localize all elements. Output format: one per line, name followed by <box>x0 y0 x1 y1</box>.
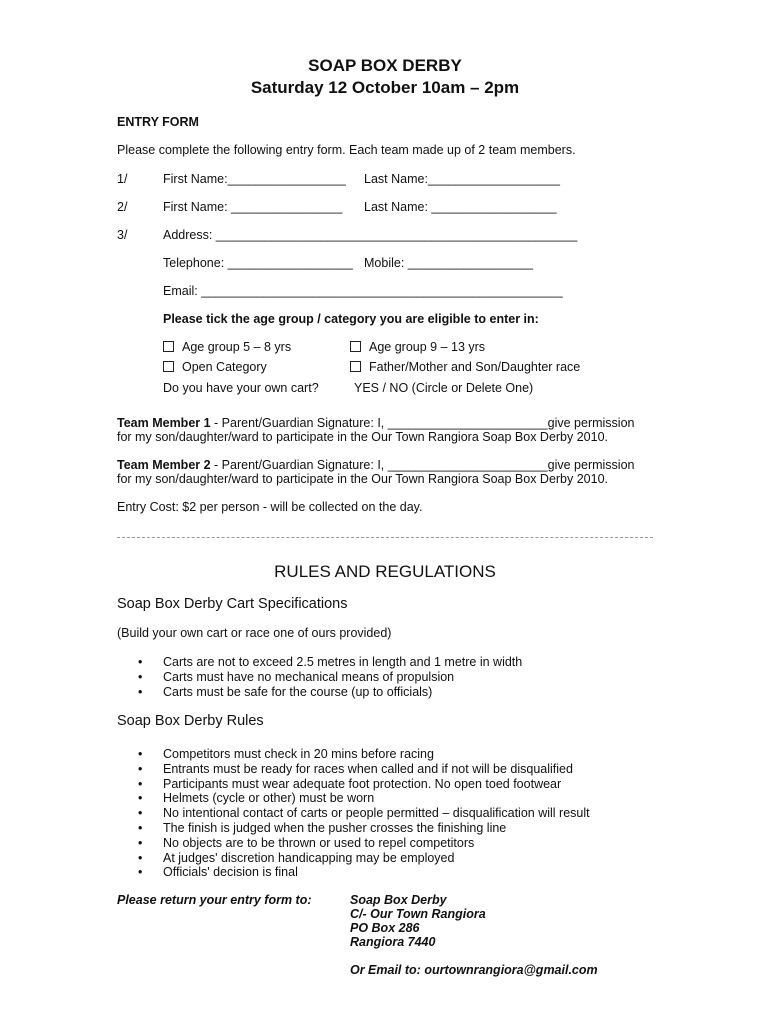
list-item: • Helmets (cycle or other) must be worn <box>138 791 590 806</box>
address-field[interactable]: Address: ____________________________________________________ <box>163 228 578 242</box>
list-item: • Carts must have no mechanical means of propulsion <box>138 670 522 685</box>
list-item: • At judges' discretion handicapping may be employed <box>138 851 590 866</box>
cart-spec-list <box>138 655 522 699</box>
option-age-9-13[interactable]: Age group 9 – 13 yrs <box>350 340 485 354</box>
return-address-line: C/- Our Town Rangiora <box>350 907 486 921</box>
telephone-field[interactable]: Telephone: __________________ <box>163 256 353 270</box>
list-item: • The finish is judged when the pusher crosses the finishing line <box>138 821 590 836</box>
checkbox-icon[interactable] <box>350 361 361 372</box>
option-parent-child[interactable]: Father/Mother and Son/Daughter race <box>350 360 580 374</box>
list-item: • Carts are not to exceed 2.5 metres in length and 1 metre in width <box>138 655 522 670</box>
option-age-5-8[interactable]: Age group 5 – 8 yrs <box>163 340 291 354</box>
team-member-1-consent-line2: for my son/daughter/ward to participate in the Our Town Rangiora Soap Box Derby 2010. <box>117 430 609 444</box>
member2-first-name-field[interactable]: First Name: ________________ <box>163 200 343 214</box>
return-email[interactable]: Or Email to: ourtownrangiora@gmail.com <box>350 963 598 977</box>
list-item: • No intentional contact of carts or people permitted – disqualification will result <box>138 806 590 821</box>
member1-last-name-field[interactable]: Last Name:___________________ <box>364 172 561 186</box>
return-address-line: Soap Box Derby <box>350 893 447 907</box>
page-title: SOAP BOX DERBY <box>308 56 462 75</box>
row3-number: 3/ <box>117 228 128 242</box>
return-address-line: Rangiora 7440 <box>350 935 436 949</box>
checkbox-icon[interactable] <box>163 341 174 352</box>
list-item: • Participants must wear adequate foot protection. No open toed footwear <box>138 777 590 792</box>
return-address-line: PO Box 286 <box>350 921 420 935</box>
list-item: • Competitors must check in 20 mins before racing <box>138 747 590 762</box>
list-item: • Entrants must be ready for races when called and if not will be disqualified <box>138 762 590 777</box>
row1-number: 1/ <box>117 172 128 186</box>
row2-number: 2/ <box>117 200 128 214</box>
return-label: Please return your entry form to: <box>117 893 312 907</box>
age-group-prompt: Please tick the age group / category you are eligible to enter in: <box>163 312 539 326</box>
member2-last-name-field[interactable]: Last Name: __________________ <box>364 200 557 214</box>
entry-cost: Entry Cost: $2 per person - will be collected on the day. <box>117 500 423 514</box>
member1-first-name-field[interactable]: First Name:_________________ <box>163 172 346 186</box>
rules-subheading: Soap Box Derby Rules <box>117 713 264 729</box>
team-member-1-consent: Team Member 1 - Parent/Guardian Signature: I, _______________________give permission <box>117 416 635 430</box>
section-divider <box>117 537 653 538</box>
team-member-2-consent: Team Member 2 - Parent/Guardian Signature: I, _______________________give permission <box>117 458 635 472</box>
checkbox-icon[interactable] <box>163 361 174 372</box>
own-cart-answer[interactable]: YES / NO (Circle or Delete One) <box>354 381 534 395</box>
list-item: • No objects are to be thrown or used to repel competitors <box>138 836 590 851</box>
option-open-category[interactable]: Open Category <box>163 360 267 374</box>
entry-form-label: ENTRY FORM <box>117 115 199 129</box>
own-cart-question: Do you have your own cart? <box>163 381 319 395</box>
email-field[interactable]: Email: ____________________________________________________ <box>163 284 563 298</box>
rules-heading: RULES AND REGULATIONS <box>274 562 496 581</box>
checkbox-icon[interactable] <box>350 341 361 352</box>
rules-list <box>138 747 590 880</box>
entry-form-intro: Please complete the following entry form. Each team made up of 2 team members. <box>117 143 576 157</box>
cart-spec-note: (Build your own cart or race one of ours provided) <box>117 626 392 640</box>
mobile-field[interactable]: Mobile: __________________ <box>364 256 533 270</box>
event-date: Saturday 12 October 10am – 2pm <box>250 78 520 97</box>
list-item: • Carts must be safe for the course (up to officials) <box>138 685 522 700</box>
cart-spec-heading: Soap Box Derby Cart Specifications <box>117 596 348 612</box>
list-item: • Officials' decision is final <box>138 865 590 880</box>
team-member-2-consent-line2: for my son/daughter/ward to participate in the Our Town Rangiora Soap Box Derby 2010. <box>117 472 609 486</box>
